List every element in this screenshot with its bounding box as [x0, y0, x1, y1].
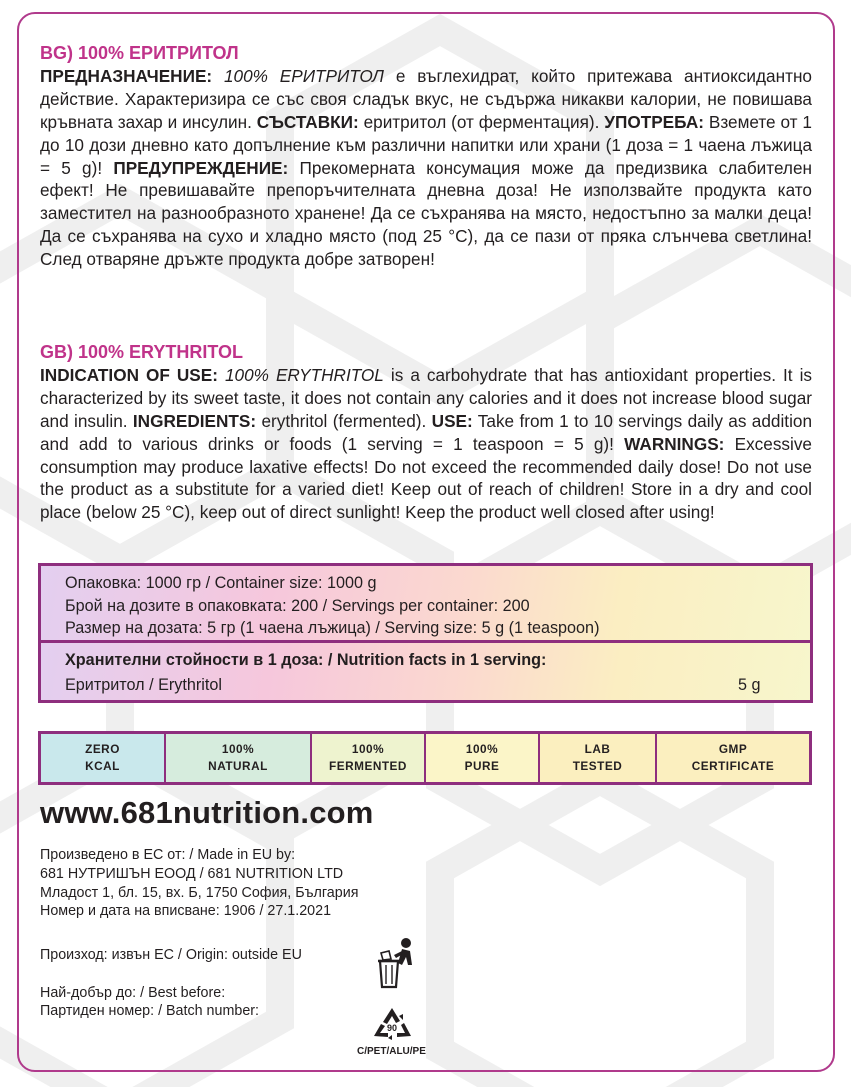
manufacturer-info: Произведено в ЕС от: / Made in EU by: 681 НУТРИШЪН ЕООД / 681 NUTRITION LTD Младост 1, бл. 15, вх. Б, 1750 София, България Номер и дата на вписване: 1906 / 27.1.2021 [40, 847, 359, 920]
nutrition-row-value: 5 g [738, 676, 761, 694]
bg-title: BG) 100% ЕРИТРИТОЛ [40, 43, 239, 63]
batch-number-label: Партиден номер: / Batch number: [40, 1003, 260, 1019]
badge-fermented: 100% FERMENTED [312, 734, 426, 782]
servings-per-container: Брой на дозите в опаковката: 200 / Servings per container: 200 [65, 597, 530, 615]
best-before-label: Най-добър до: / Best before: [40, 985, 226, 1001]
bg-body: ПРЕДНАЗНАЧЕНИЕ: 100% ЕРИТРИТОЛ е въглехидрат, който притежава антиоксидантно действие. Характеризира се със своя сладък вкус, не съдържа никакви калории, не повишава кръвната захар и инсулин. СЪСТАВКИ: еритритол (от ферментация). УПОТРЕБА: Вземете от 1 до 10 дози дневно като допълнение към различни напитки или храни (1 доза = 1 чаена лъжица = 5 g)! ПРЕДУПРЕЖДЕНИЕ: Прекомерната консумация може да предизвика слабителен ефект! Не превишавайте препоръчителната дневна доза! Не използвайте продукта като заместител на разнообразното хранене! Да се съхранява на място, недостъпно за малки деца! Да се съхранява на сухо и хладно място (под 25 °C), да се пази от пряка слънчева светлина! След отваряне дръжте продукта добре затворен! [40, 65, 813, 270]
badge-strip [38, 731, 812, 785]
badge-gmp-certificate: GMP CERTIFICATE [657, 734, 809, 782]
website-url[interactable]: www.681nutrition.com [40, 795, 374, 830]
gb-section [40, 341, 812, 524]
badge-zero-kcal: ZERO KCAL [41, 734, 166, 782]
nutrition-facts-box [38, 640, 813, 703]
origin-text: Произход: извън ЕС / Origin: outside EU [40, 947, 302, 963]
bg-section [40, 42, 812, 271]
packaging-material: C/PET/ALU/PE [357, 1046, 426, 1057]
badge-pure: 100% PURE [426, 734, 540, 782]
container-size: Опаковка: 1000 гр / Container size: 1000 g [65, 574, 377, 592]
badge-lab-tested: LAB TESTED [540, 734, 657, 782]
serving-size: Размер на дозата: 5 гр (1 чаена лъжица) / Serving size: 5 g (1 teaspoon) [65, 619, 600, 637]
tidyman-recycle-bin-icon [372, 935, 422, 991]
nutrition-row-label: Еритритол / Erythritol [65, 676, 222, 694]
recycling-symbol-icon [370, 1005, 414, 1043]
gb-title: GB) 100% ERYTHRITOL [40, 342, 244, 362]
gb-body: INDICATION OF USE: 100% ERYTHRITOL is a carbohydrate that has antioxidant properties. It is characterized by its sweet taste, it does not contain any calories and it does not increase blood sugar and insulin. INGREDIENTS: erythritol (fermented). USE: Take from 1 to 10 servings daily as addition and add to various drinks or foods (1 serving = 1 teaspoon = 5 g)! WARNINGS: Excessive consumption may produce laxative effects! Do not exceed the recommended daily dose! Do not use the product as a substitute for a varied diet! Keep out of reach of children! Store in a dry and cool place (below 25 °C), keep out of direct sunlight! Keep the product well closed after using! [40, 364, 813, 523]
badge-natural: 100% NATURAL [166, 734, 312, 782]
nutrition-heading: Хранителни стойности в 1 доза: / Nutrition facts in 1 serving: [65, 651, 547, 669]
package-info-box [38, 563, 813, 643]
recycling-code: 90 [386, 1023, 398, 1033]
